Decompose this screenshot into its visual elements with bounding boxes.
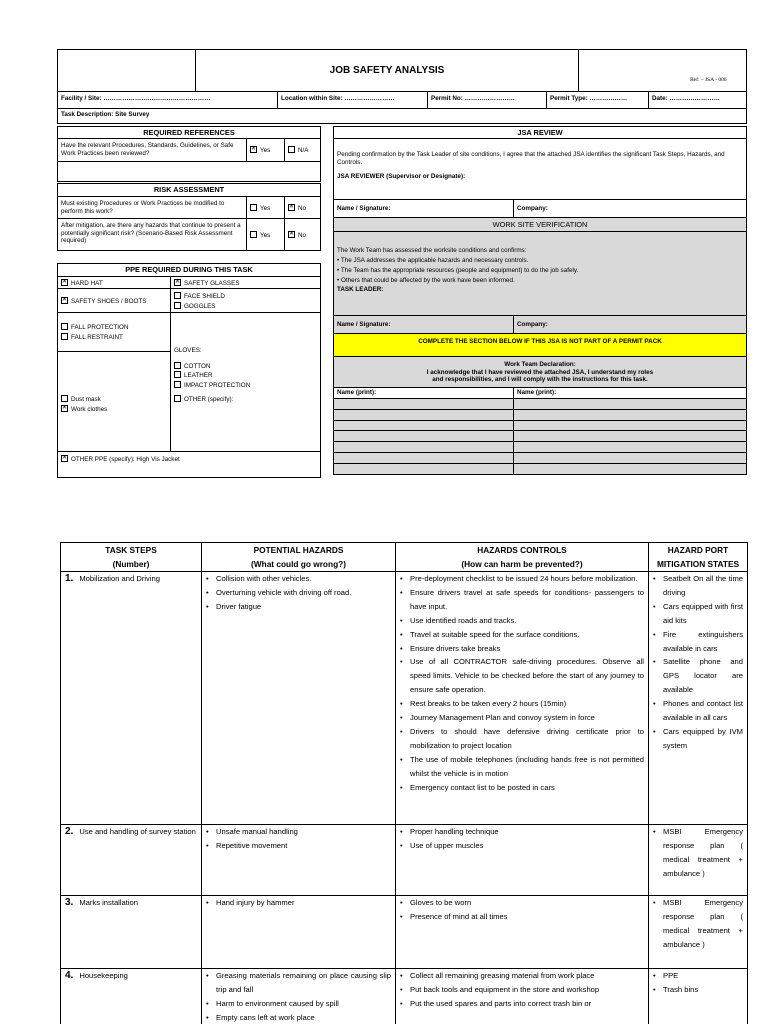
risk-q2-no[interactable]: ✕ No [284,218,321,251]
jsa-reviewer-label: JSA REVIEWER (Supervisor or Designate): [337,173,466,180]
face-shield-checkbox[interactable] [174,292,181,299]
leader-company[interactable]: Company: [513,315,747,334]
declaration-line-1: I acknowledge that I have reviewed the attached JSA, I understand my roles [426,368,654,376]
references-yes[interactable]: ✕ Yes [246,138,285,162]
step-number: 3. [65,897,74,908]
hazards-cell [202,896,396,969]
risk-q1-no-checkbox[interactable] [288,204,295,211]
references-na[interactable]: N/A [284,138,321,162]
fall-restraint-option[interactable]: FALL RESTRAINT [61,333,167,343]
controls-cell [396,969,649,1024]
hazards-cell [202,825,396,896]
signature-line[interactable] [333,463,514,475]
col-mitigation: HAZARD PORT MITIGATION STATES [649,543,748,572]
list-item: • Put the used spares and parts into correct trash bin or [400,997,644,1011]
list-item: • Travel at suitable speed for the surface conditions. [400,628,644,642]
leather-option[interactable]: LEATHER [174,371,317,381]
risk-q2-yes[interactable]: Yes [246,218,285,251]
risk-assessment-heading: RISK ASSESSMENT [57,183,321,197]
list-item: • Collision with other vehicles. [206,572,391,586]
table-header-row [61,543,748,572]
table-row [61,896,748,969]
references-na-checkbox[interactable] [288,146,295,153]
list-item: • Cars equipped by IVM system [653,725,743,753]
list-item: • Satellite phone and GPS locator are available [653,655,743,697]
list-item: • Pre-deployment checklist to be issued 24 hours before mobilization. [400,572,644,586]
risk-question-1: Must existing Procedures or Work Practices be modified to perform this work? [57,196,247,219]
leather-checkbox[interactable] [174,371,181,378]
hard-hat-checkbox[interactable] [61,279,68,286]
fall-restraint-checkbox[interactable] [61,333,68,340]
reviewer-name-signature[interactable]: Name / Signature: [333,199,514,218]
mitigation-cell [649,896,748,969]
controls-cell [396,896,649,969]
list-item: • Collect all remaining greasing material from work place [400,969,644,983]
task-table-body [61,572,748,1024]
ppe-fall [57,312,171,352]
mitigation-cell [649,969,748,1024]
risk-q2-no-checkbox[interactable] [288,231,295,238]
list-item: • Proper handling technique [400,825,644,839]
list-item: • Drivers to should have defensive driving certificate prior to mobilization to project location [400,725,644,753]
ppe-gloves [170,312,321,452]
list-item: • Cars equipped with first aid kits [653,600,743,628]
task-steps-table [60,542,748,1024]
list-item: • Repetitive movement [206,839,391,853]
title-divider-right [578,49,579,92]
list-item: • Rest breaks to be taken every 2 hours (15min) [400,697,644,711]
step-number: 1. [65,573,74,584]
jsa-review-body [333,138,747,200]
reviewer-company[interactable]: Company: [513,199,747,218]
task-step-cell [61,896,202,969]
risk-question-2: After mitigation, are there any hazards that continue to present a potentially significant risk? (Scenario-Based Risk Assessment required) [57,218,247,251]
other-ppe-checkbox[interactable] [61,455,68,462]
cotton-option[interactable]: COTTON [174,362,317,372]
ppe-hard-hat[interactable]: ✕HARD HAT [57,276,171,289]
ref-number: Ref: – JSA - 006 [690,77,727,83]
hazards-cell [202,572,396,825]
list-item: • Use of upper muscles [400,839,644,853]
list-item: • PPE [653,969,743,983]
face-shield-option[interactable]: FACE SHIELD [174,292,317,302]
risk-q1-no[interactable]: ✕ No [284,196,321,219]
declaration-line-2: and responsibilities, and I will comply with the instructions for this task. [432,376,648,383]
signature-line[interactable] [513,463,747,475]
gloves-other-option[interactable]: OTHER (specify): [174,395,317,405]
risk-q1-yes-checkbox[interactable] [250,204,257,211]
page-title: JOB SAFETY ANALYSIS [329,65,445,76]
step-name: Use and handling of survey station [79,827,196,836]
step-number: 4. [65,970,74,981]
verification-bullet-3: • Others that could be affected by the work have been informed. [337,277,515,284]
fall-protection-option[interactable]: FALL PROTECTION [61,323,167,333]
mitigation-cell [649,572,748,825]
list-item: • Hand injury by hammer [206,896,391,910]
permit-type-field[interactable]: Permit Type: ……………… [546,91,649,109]
col-potential-hazards: POTENTIAL HAZARDS (What could go wrong?) [202,543,396,572]
verification-intro: The Work Team has assessed the worksite conditions and confirms: [337,247,527,254]
list-item: • The use of mobile telephones (including hands free is not permitted whilst the vehicle is in motion [400,753,644,781]
goggles-checkbox[interactable] [174,302,181,309]
table-row [61,572,748,825]
verification-body [333,231,747,316]
list-item: • Use identified roads and tracks. [400,614,644,628]
verification-bullet-1: • The JSA addresses the applicable hazards and necessary controls. [337,257,529,264]
task-step-cell [61,969,202,1024]
list-item: • Ensure drivers travel at safe speeds for conditions- passengers to have input. [400,586,644,614]
task-step-cell [61,825,202,896]
goggles-option[interactable]: GOGGLES [174,302,317,312]
facility-field[interactable]: Facility / Site: …………………………………………… [57,91,278,109]
list-item: • Gloves to be worn [400,896,644,910]
required-references-heading: REQUIRED REFERENCES [57,126,321,139]
ppe-dust-work [57,351,171,452]
impact-checkbox[interactable] [174,381,181,388]
safety-shoes-checkbox[interactable] [61,297,68,304]
list-item: • Presence of mind at all times [400,910,644,924]
work-clothes-option[interactable]: ✕Work clothes [61,405,167,415]
risk-q2-yes-checkbox[interactable] [250,231,257,238]
list-item: • Journey Management Plan and convoy system in force [400,711,644,725]
jsa-review-heading: JSA REVIEW [333,126,747,139]
dust-mask-option[interactable]: Dust mask [61,395,167,405]
list-item: • MSBI Emergency response plan ( medical treatment + ambulance ) [653,825,743,881]
impact-option[interactable]: IMPACT PROTECTION [174,381,317,391]
declaration-title: Work Team Declaration: [504,361,576,368]
task-step-cell [61,572,202,825]
location-field[interactable]: Location within Site: …………………… [277,91,428,109]
ppe-safety-shoes[interactable]: ✕SAFETY SHOES / BOOTS [57,288,171,313]
gloves-other-checkbox[interactable] [174,395,181,402]
work-team-declaration [333,356,747,388]
step-number: 2. [65,826,74,837]
work-clothes-checkbox[interactable] [61,405,68,412]
verification-bullet-2: • The Team has the appropriate resources (people and equipment) to do the job safely. [337,267,579,274]
task-description: Task Description: Site Survey [57,108,747,124]
list-item: • Put back tools and equipment in the store and workshop [400,983,644,997]
references-blank-row [57,161,321,182]
list-item: • Use of all CONTRACTOR safe-driving procedures. Observe all speed limits. Vehicle to be checked before the start of any journey to ensure safe operation. [400,655,644,697]
list-item: • Seatbelt On all the time driving [653,572,743,600]
list-item: • Overturning vehicle with driving off road. [206,586,391,600]
risk-q1-yes[interactable]: Yes [246,196,285,219]
date-field[interactable]: Date: …………………… [648,91,747,109]
col-task-steps: TASK STEPS (Number) [61,543,202,572]
table-row [61,825,748,896]
cotton-checkbox[interactable] [174,362,181,369]
mitigation-cell [649,825,748,896]
name-print-header-2: Name (print): [513,387,747,399]
ppe-face-goggles [170,288,321,313]
name-print-header-1: Name (print): [333,387,514,399]
jsa-review-text: Pending confirmation by the Task Leader of site conditions, I agree that the attached JSA identifies the significant Task Steps, Hazards, and Controls. [337,151,725,166]
step-name: Mobilization and Driving [79,574,160,583]
gloves-label: GLOVES: [174,347,202,354]
list-item: • Greasing materials remaining on place causing slip trip and fall [206,969,391,997]
ppe-other[interactable]: ✕OTHER PPE (specify): High Vis Jacket [57,451,321,478]
list-item: • Ensure drivers take breaks [400,642,644,656]
list-item: • Fire extinguishers available in cars [653,628,743,656]
step-name: Marks installation [79,898,139,907]
table-row [61,969,748,1024]
step-name: Housekeeping [79,971,128,980]
col-hazard-controls: HAZARDS CONTROLS (How can harm be prevented?) [396,543,649,572]
hazards-cell [202,969,396,1024]
task-leader-label: TASK LEADER: [337,286,384,293]
ppe-heading: PPE REQUIRED DURING THIS TASK [57,263,321,277]
list-item: • MSBI Emergency response plan ( medical treatment + ambulance ) [653,896,743,952]
list-item: • Driver fatigue [206,600,391,614]
controls-cell [396,825,649,896]
leader-name-signature[interactable]: Name / Signature: [333,315,514,334]
list-item: • Empty cans left at work place [206,1011,391,1024]
list-item: • Unsafe manual handling [206,825,391,839]
permit-pack-banner: COMPLETE THE SECTION BELOW IF THIS JSA IS NOT PART OF A PERMIT PACK [333,333,747,357]
verification-heading: WORK SITE VERIFICATION [333,217,747,232]
safety-glasses-checkbox[interactable] [174,279,181,286]
fall-protection-checkbox[interactable] [61,323,68,330]
list-item: • Emergency contact list to be posted in cars [400,781,644,795]
list-item: • Harm to environment caused by spill [206,997,391,1011]
list-item: • Trash bins [653,983,743,997]
permit-no-field[interactable]: Permit No: …………………… [427,91,547,109]
list-item: • Phones and contact list available in all cars [653,697,743,725]
controls-cell [396,572,649,825]
references-yes-checkbox[interactable] [250,146,257,153]
dust-mask-checkbox[interactable] [61,395,68,402]
references-question: Have the relevant Procedures, Standards, Guidelines, or Safe Work Practices been reviewed? [57,138,247,162]
ppe-safety-glasses[interactable]: ✕ SAFETY GLASSES [170,276,321,289]
